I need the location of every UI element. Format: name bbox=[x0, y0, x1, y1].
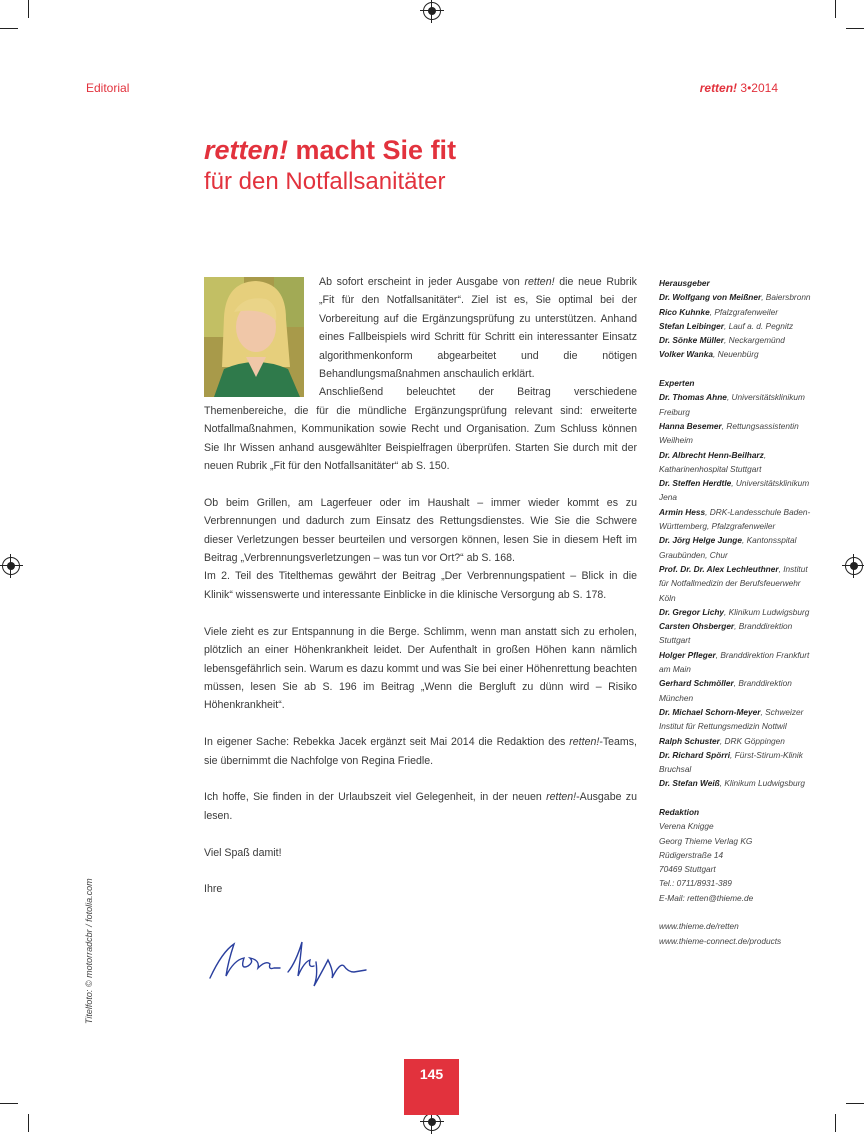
masthead-entry bbox=[659, 305, 819, 319]
person-affiliation: Schweizer Institut für Rettungsmedizin Nottwil bbox=[659, 706, 804, 732]
crop-mark-icon bbox=[835, 1114, 836, 1132]
publishers-list bbox=[659, 290, 819, 361]
person-name: Dr. Michael Schorn-Meyer bbox=[659, 706, 761, 717]
person-name: Hanna Besemer bbox=[659, 420, 722, 431]
publishers-heading: Herausgeber bbox=[659, 278, 710, 288]
separator: , bbox=[742, 535, 745, 546]
person-name: Carsten Ohsberger bbox=[659, 621, 735, 632]
separator: , bbox=[761, 292, 764, 303]
masthead-entry bbox=[659, 319, 819, 333]
editorial-office-group bbox=[659, 805, 819, 905]
experts-heading: Experten bbox=[659, 378, 695, 389]
closing-salutation: Ihre bbox=[204, 883, 223, 896]
headline-rest: macht Sie fit bbox=[288, 135, 457, 165]
photo-credit: Titelfoto: © motorradcbr / fotolia.com bbox=[84, 878, 94, 1024]
page-number: 145 bbox=[404, 1059, 459, 1115]
masthead-entry bbox=[659, 776, 819, 790]
masthead-entry bbox=[659, 333, 819, 347]
person-name: Volker Wanka bbox=[659, 349, 713, 360]
separator: , bbox=[734, 621, 737, 632]
masthead-entry bbox=[659, 562, 819, 605]
headline-line-2: für den Notfallsanitäter bbox=[204, 168, 446, 195]
editorial-office-heading: Redaktion bbox=[659, 806, 700, 817]
person-name: Dr. Wolfgang von Meißner bbox=[659, 292, 762, 303]
masthead-entry bbox=[659, 419, 819, 448]
headline-brand: retten! bbox=[204, 135, 289, 165]
person-affiliation: Pfalzgrafenweiler bbox=[712, 306, 778, 317]
closing-line: Viel Spaß damit! bbox=[204, 846, 282, 859]
editorial-office-line: Georg Thieme Verlag KG bbox=[659, 835, 753, 846]
masthead-entry bbox=[659, 648, 819, 677]
person-name: Dr. Richard Spörri bbox=[659, 749, 731, 760]
links-list bbox=[659, 919, 819, 948]
separator: , bbox=[726, 392, 730, 403]
person-name: Dr. Jörg Helge Junge bbox=[659, 535, 742, 546]
masthead-entry bbox=[659, 290, 819, 304]
separator: , bbox=[724, 320, 727, 331]
crop-mark-icon bbox=[835, 0, 836, 18]
person-name: Dr. Stefan Weiß bbox=[659, 778, 720, 789]
body-paragraph: Ich hoffe, Sie finden in der Urlaubszeit viel Gelegenheit, in der neuen retten!-Ausgabe zu lesen. bbox=[204, 791, 637, 822]
person-name: Dr. Gregor Lichy bbox=[659, 606, 725, 617]
separator: , bbox=[721, 420, 725, 431]
separator: , bbox=[719, 735, 723, 746]
person-name: Gerhard Schmöller bbox=[659, 678, 734, 689]
issue-year: 2014 bbox=[751, 81, 778, 95]
person-affiliation: DRK Göppingen bbox=[722, 735, 785, 746]
website-link[interactable]: www.thieme-connect.de/products bbox=[659, 935, 782, 946]
headline bbox=[204, 133, 456, 197]
masthead-entry bbox=[659, 505, 819, 534]
person-affiliation: Neckargemünd bbox=[726, 335, 785, 346]
separator: , bbox=[712, 349, 716, 360]
masthead-entry bbox=[659, 533, 819, 562]
person-affiliation: Baiersbronn bbox=[763, 292, 811, 303]
person-name: Dr. Steffen Herdtle bbox=[659, 478, 732, 489]
separator: , bbox=[778, 563, 781, 574]
masthead-entry bbox=[659, 748, 819, 777]
masthead-entry bbox=[659, 605, 819, 619]
masthead-entry bbox=[659, 390, 819, 419]
person-affiliation: Klinikum Ludwigsburg bbox=[726, 606, 810, 617]
masthead-entry bbox=[659, 347, 819, 361]
person-affiliation: Klinikum Ludwigsburg bbox=[722, 778, 806, 789]
separator: , bbox=[719, 778, 723, 789]
body-paragraph: Ab sofort erscheint in jeder Ausgabe von retten! die neue Rubrik „Fit für den Notfallsanitäter“. Ziel ist es, Sie optimal bei der Vorbereitung auf die Ergänzungsprüfung zu unterstützen. Anhand eines Fallbeispiels wird Schritt für Schritt ein interessanter Einsatz algorithmenkonform abgearbeitet und die nötigen Behandlungsmaßnahmen anschaulich erklärt. Anschließend beleuchtet der Beitrag verschiedene Themenbereiche, die für die mündliche Ergänzungsprüfung relevant sind: erweiterte Notfallmaßnahmen, Kommunikation sowie Recht und Organisation. Zum Schluss können Sie Ihr Wissen anhand ausgewählter Beispielfragen überprüfen. Starten Sie durch mit der neuen Rubrik „Fit für den Notfallsanitäter“ ab S. 150. bbox=[204, 276, 637, 473]
handwritten-signature bbox=[204, 932, 374, 997]
separator: , bbox=[733, 678, 737, 689]
crop-mark-icon bbox=[28, 1114, 29, 1132]
body-paragraph: Ob beim Grillen, am Lagerfeuer oder im Haushalt – immer wieder kommt es zu Verbrennungen und dadurch zum Einsatz des Rettungsdienstes. Wie Sie die Schwere dieser Verletzungen besser beurteilen und versorgen können, lesen Sie in diesem Heft im Beitrag „Verbrennungsverletzungen – was tun vor Ort?“ ab S. 168. Im 2. Teil des Titelthemas gewährt der Beitrag „Der Verbrennungspatient – Blick in die Klinik“ wissenswerte und interessante Einblicke in die klinische Versorgung ab S. 178. bbox=[204, 496, 637, 601]
person-name: Dr. Albrecht Henn-Beilharz bbox=[659, 449, 764, 460]
separator: , bbox=[709, 306, 713, 317]
person-affiliation: Fürst-Stirum-Klinik Bruchsal bbox=[659, 749, 803, 775]
person-affiliation: Universitätsklinikum Jena bbox=[659, 478, 810, 503]
headline-line-1 bbox=[204, 133, 456, 167]
publishers-group bbox=[659, 276, 819, 362]
separator: , bbox=[730, 749, 733, 760]
body-paragraph: In eigener Sache: Rebekka Jacek ergänzt seit Mai 2014 die Redaktion des retten!-Teams, sie übernimmt die Nachfolge von Regina Friedle. bbox=[204, 736, 637, 767]
person-affiliation: Rettungsassistentin Weilheim bbox=[659, 420, 799, 446]
person-name: Prof. Dr. Dr. Alex Lechleuthner bbox=[659, 563, 779, 574]
masthead-entry bbox=[659, 676, 819, 705]
issue-bullet: • bbox=[747, 81, 752, 95]
masthead-entry bbox=[659, 734, 819, 748]
editorial-office-line: Rüdigerstraße 14 bbox=[659, 849, 724, 860]
person-affiliation: Lauf a. d. Pegnitz bbox=[726, 320, 794, 331]
person-affiliation: Kantonsspital Graubünden, Chur bbox=[659, 535, 797, 560]
person-affiliation: Branddirektion Frankfurt am Main bbox=[659, 649, 810, 675]
website-link[interactable]: www.thieme.de/retten bbox=[659, 921, 739, 932]
issue-info bbox=[700, 81, 778, 95]
person-name: Stefan Leibinger bbox=[659, 320, 725, 331]
portrait-spacer bbox=[204, 273, 319, 393]
editorial-office-line: 70469 Stuttgart bbox=[659, 864, 716, 875]
person-name: Dr. Thomas Ahne bbox=[659, 392, 727, 403]
masthead-entry bbox=[659, 705, 819, 734]
person-affiliation: Institut für Notfallmedizin der Berufsfeuerwehr Köln bbox=[659, 563, 808, 603]
person-affiliation: Branddirektion Stuttgart bbox=[659, 621, 793, 646]
separator: , bbox=[763, 449, 767, 460]
masthead-sidebar bbox=[659, 276, 819, 948]
person-affiliation: Katharinenhospital Stuttgart bbox=[659, 463, 762, 474]
section-label: Editorial bbox=[86, 81, 130, 95]
person-name: Ralph Schuster bbox=[659, 735, 720, 746]
person-name: Holger Pfleger bbox=[659, 649, 716, 660]
person-name: Rico Kuhnke bbox=[659, 306, 710, 317]
editorial-office-line: Tel.: 0711/8931-389 bbox=[659, 878, 732, 889]
crop-mark-icon bbox=[846, 28, 864, 29]
separator: , bbox=[705, 506, 708, 517]
editorial-office-line: E-Mail: retten@thieme.de bbox=[659, 892, 754, 903]
crop-mark-icon bbox=[846, 1103, 864, 1104]
person-name: Armin Hess bbox=[659, 506, 706, 517]
crop-mark-icon bbox=[0, 1103, 18, 1104]
person-affiliation: Branddirektion München bbox=[659, 678, 792, 703]
body-paragraph: Viele zieht es zur Entspannung in die Berge. Schlimm, wenn man anstatt sich zu erholen, plötzlich an einer Höhenkrankheit leidet. Der Aufenthalt in großen Höhen kann nämlich lebensgefährlich sein. Warum es dazu kommt und was Sie bei einer Höhenrettung beachten müssen, lesen Sie ab S. 196 im Beitrag „Wenn die Bergluft zu dünn wird – Risiko Höhenkrankheit“. bbox=[204, 625, 637, 712]
masthead-entry bbox=[659, 476, 819, 505]
person-affiliation: DRK-Landesschule Baden-Württemberg, Pfalzgrafenweiler bbox=[659, 506, 811, 532]
registration-mark-icon bbox=[2, 557, 20, 575]
separator: , bbox=[760, 706, 763, 717]
editorial-office-list bbox=[659, 819, 819, 905]
person-affiliation: Neuenbürg bbox=[715, 349, 759, 360]
crop-mark-icon bbox=[0, 28, 18, 29]
separator: , bbox=[715, 649, 719, 660]
journal-brand: retten! bbox=[699, 81, 738, 95]
issue-number: 3 bbox=[740, 81, 748, 95]
masthead-entry bbox=[659, 619, 819, 648]
editorial-office-line: Verena Knigge bbox=[659, 821, 714, 832]
registration-mark-icon bbox=[423, 1113, 441, 1131]
registration-mark-icon bbox=[845, 557, 863, 575]
experts-list bbox=[659, 390, 819, 790]
registration-mark-icon bbox=[423, 2, 441, 20]
masthead-entry bbox=[659, 448, 819, 477]
separator: , bbox=[724, 335, 727, 346]
separator: , bbox=[731, 478, 734, 489]
experts-group bbox=[659, 376, 819, 791]
person-affiliation: Universitätsklinikum Freiburg bbox=[659, 392, 805, 417]
crop-mark-icon bbox=[28, 0, 29, 18]
person-name: Dr. Sönke Müller bbox=[659, 335, 725, 346]
separator: , bbox=[724, 606, 727, 617]
editorial-body bbox=[204, 273, 637, 917]
